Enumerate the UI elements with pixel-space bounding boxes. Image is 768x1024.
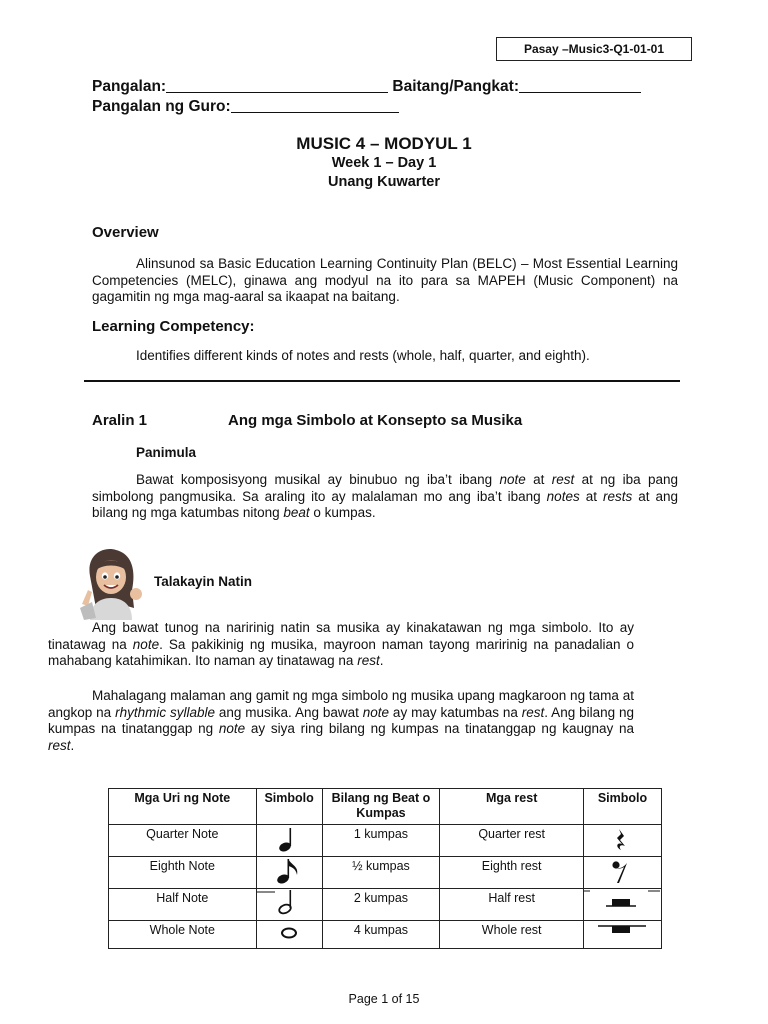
- discussion-paragraph-1-text: [48, 620, 634, 670]
- intro-paragraph: [92, 472, 678, 522]
- intro-text-3: at ng iba pang simbolong pangmusika. Sa araling ito ay malalaman mo ang iba’t ibang: [92, 472, 679, 504]
- competency-body: Identifies different kinds of notes and rests (whole, half, quarter, and eighth).: [136, 348, 590, 363]
- para2-text-1: Mahalagang malaman ang gamit ng mga simbolo ng musika upang magkaroon ng tama at angkop na: [48, 688, 634, 720]
- name-blank[interactable]: [166, 92, 388, 93]
- module-title: MUSIC 4 – MODYUL 1: [296, 134, 472, 153]
- grade-section-blank[interactable]: [519, 92, 641, 93]
- beat-count: ½ kumpas: [322, 857, 440, 889]
- overview-body: Alinsunod sa Basic Education Learning Continuity Plan (BELC) – Most Essential Learning Competencies (MELC), ginawa ang modyul na ito para sa MAPEH (Music Component) na gagamitin ng mga mag-aaral sa ikaapat na baitang.: [92, 256, 678, 304]
- whole-note-icon: [256, 921, 322, 949]
- module-code: Pasay –Music3-Q1-01-01: [523, 42, 665, 56]
- para1-text-1: Ang bawat tunog na naririnig natin sa musika ay kinakatawan ng mga simbolo. Ito ay tinatawag na: [48, 620, 634, 652]
- para1-term-rest: rest: [357, 653, 380, 668]
- para2-text-5: ay siya ring bilang ng kumpas na tinatanggap ng kaugnay na: [245, 721, 634, 736]
- intro-term-beat: beat: [283, 505, 310, 520]
- teacher-label: Pangalan ng Guro:: [92, 98, 231, 115]
- section-divider: [84, 380, 680, 382]
- module-code-box: [496, 37, 692, 61]
- table-row: [109, 889, 662, 921]
- quarter-note-icon: [256, 825, 322, 857]
- notes-rests-table: [108, 788, 662, 949]
- intro-heading: Panimula: [136, 445, 197, 460]
- header-note-symbol: Simbolo: [256, 789, 322, 825]
- note-name: Eighth Note: [109, 857, 257, 889]
- quarter-label: Unang Kuwarter: [328, 174, 440, 190]
- intro-term-rest: rest: [551, 472, 575, 487]
- rest-name: Eighth rest: [440, 857, 584, 889]
- header-note-type: Mga Uri ng Note: [109, 789, 257, 825]
- lesson-title: Ang mga Simbolo at Konsepto sa Musika: [228, 412, 523, 429]
- note-name: Whole Note: [109, 921, 257, 949]
- teacher-blank[interactable]: [231, 112, 399, 113]
- intro-term-notes: notes: [546, 488, 580, 504]
- beat-count: 1 kumpas: [322, 825, 440, 857]
- para2-term-rhythmic-syllable: rhythmic syllable: [115, 704, 215, 720]
- page-number: Page 1 of 15: [348, 992, 420, 1006]
- para2-text-6: .: [70, 737, 75, 753]
- eighth-note-icon: [256, 857, 322, 889]
- para2-text-2: ang musika. Ang bawat: [215, 704, 363, 720]
- table-header-row: [109, 789, 662, 825]
- discuss-heading: Talakayin Natin: [154, 574, 253, 589]
- header-rest-symbol: Simbolo: [583, 789, 661, 825]
- name-grade-line: [92, 78, 641, 96]
- table-row: [109, 921, 662, 949]
- header-rest-type: Mga rest: [440, 789, 584, 825]
- rest-name: Whole rest: [440, 921, 584, 949]
- para1-text-2: . Sa pakikinig ng musika, mayroon naman tayong maririnig na panadalian o mahabang katahimikan. Ito naman ay tinatawag na: [48, 636, 634, 668]
- overview-heading: Overview: [92, 224, 159, 241]
- intro-text-5: at ang bilang ng mga katumbas nitong: [92, 488, 678, 520]
- half-note-icon: [256, 889, 322, 921]
- intro-text-1: Bawat komposisyong musikal ay binubuo ng iba’t ibang: [136, 472, 500, 487]
- discussion-paragraph-2: [48, 688, 634, 754]
- table-row: [109, 857, 662, 889]
- para1-text-3: .: [379, 653, 384, 668]
- intro-text-6: o kumpas.: [309, 505, 376, 520]
- para2-term-rest: rest: [521, 704, 545, 720]
- rest-name: Half rest: [440, 889, 584, 921]
- beat-count: 2 kumpas: [322, 889, 440, 921]
- intro-text-2: at: [525, 472, 552, 487]
- whole-rest-icon: [583, 921, 661, 949]
- para2-term-rest-2: rest: [48, 737, 71, 753]
- intro-term-rests: rests: [602, 488, 633, 504]
- week-day: Week 1 – Day 1: [331, 155, 437, 171]
- note-name: Quarter Note: [109, 825, 257, 857]
- teacher-line: [92, 98, 399, 116]
- teacher-avatar-illustration: [76, 546, 146, 620]
- para2-text-4: . Ang bilang ng kumpas na tinatanggap ng: [48, 704, 635, 736]
- header-beats: Bilang ng Beat o Kumpas: [322, 789, 440, 825]
- rest-name: Quarter rest: [440, 825, 584, 857]
- table-row: [109, 825, 662, 857]
- quarter-rest-icon: [583, 825, 661, 857]
- intro-text-4: at: [579, 488, 603, 504]
- eighth-rest-icon: [583, 857, 661, 889]
- para2-term-note-2: note: [218, 721, 246, 736]
- note-name: Half Note: [109, 889, 257, 921]
- para1-term-note: note: [132, 636, 160, 652]
- grade-section-label: Baitang/Pangkat:: [392, 78, 519, 95]
- lesson-label: Aralin 1: [92, 412, 148, 429]
- competency-heading: Learning Competency:: [92, 318, 255, 335]
- para2-term-note: note: [362, 704, 390, 720]
- beat-count: 4 kumpas: [322, 921, 440, 949]
- para2-text-3: ay may katumbas na: [389, 704, 522, 720]
- name-label: Pangalan:: [92, 78, 167, 95]
- half-rest-icon: [583, 889, 661, 921]
- intro-term-note: note: [499, 472, 526, 487]
